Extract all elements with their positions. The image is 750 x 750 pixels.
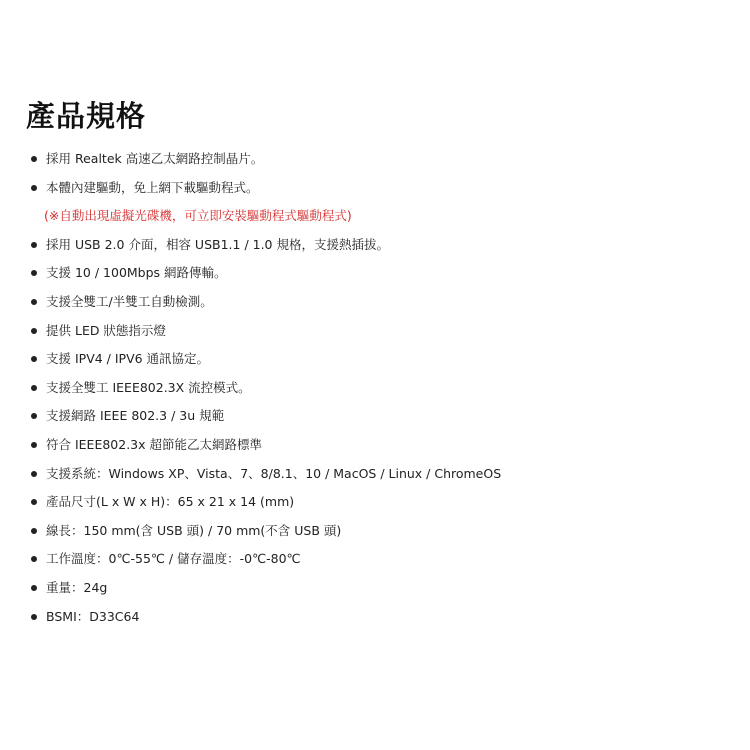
spec-text: 支援系統：Windows XP、Vista、7、8/8.1、10 / MacOS / Linux / ChromeOS [46,465,502,481]
bullet-icon [31,156,37,162]
bullet-icon [31,499,37,505]
bullet-icon [31,328,37,334]
spec-text: 支援網路 IEEE 802.3 / 3u 規範 [46,408,225,424]
bullet-icon [31,585,37,591]
spec-text: 符合 IEEE802.3x 超節能乙太網路標準 [46,436,263,452]
bullet-icon [31,299,37,305]
spec-text: 工作溫度：0℃-55℃ / 儲存溫度：-0℃-80℃ [46,551,301,567]
spec-text: 支援全雙工/半雙工自動檢測。 [46,293,213,309]
spec-item [0,288,750,317]
spec-item [0,374,750,403]
spec-item [0,574,750,603]
bullet-icon [31,442,37,448]
spec-text: 採用 USB 2.0 介面，相容 USB1.1 / 1.0 規格，支援熱插拔。 [46,236,389,252]
bullet-icon [31,242,37,248]
bullet-icon [31,385,37,391]
spec-item [0,317,750,346]
spec-text: 支援全雙工 IEEE802.3X 流控模式。 [46,379,251,395]
spec-text: 支援 10 / 100Mbps 網路傳輸。 [46,265,227,281]
spec-text: 線長：150 mm(含 USB 頭) / 70 mm(不含 USB 頭) [46,522,342,538]
spec-item [0,603,750,632]
bullet-icon [31,556,37,562]
spec-text: 支援 IPV4 / IPV6 通訊協定。 [46,351,210,367]
bullet-icon [31,413,37,419]
spec-list [0,145,750,631]
bullet-icon [31,471,37,477]
page-title: 產品規格 [26,99,147,133]
bullet-icon [31,614,37,620]
spec-item [0,545,750,574]
spec-item [0,431,750,460]
bullet-icon [31,185,37,191]
bullet-icon [31,270,37,276]
spec-text: 本體內建驅動，免上網下載驅動程式。 [46,179,259,195]
spec-note-text: (※自動出現虛擬光碟機，可立即安裝驅動程式驅動程式) [44,208,352,224]
spec-item [0,488,750,517]
spec-item [0,231,750,260]
spec-text: BSMI：D33C64 [46,608,140,624]
spec-text: 重量：24g [46,579,108,595]
spec-text: 提供 LED 狀態指示燈 [46,322,166,338]
spec-item [0,345,750,374]
spec-text: 產品尺寸(L x W x H)：65 x 21 x 14 (mm) [46,494,295,510]
spec-item [0,174,750,203]
spec-item [0,145,750,174]
spec-text: 採用 Realtek 高速乙太網路控制晶片。 [46,151,264,166]
spec-note-item [0,202,750,231]
spec-item [0,517,750,546]
bullet-icon [31,528,37,534]
spec-item [0,460,750,489]
spec-item [0,402,750,431]
spec-item [0,259,750,288]
bullet-icon [31,356,37,362]
